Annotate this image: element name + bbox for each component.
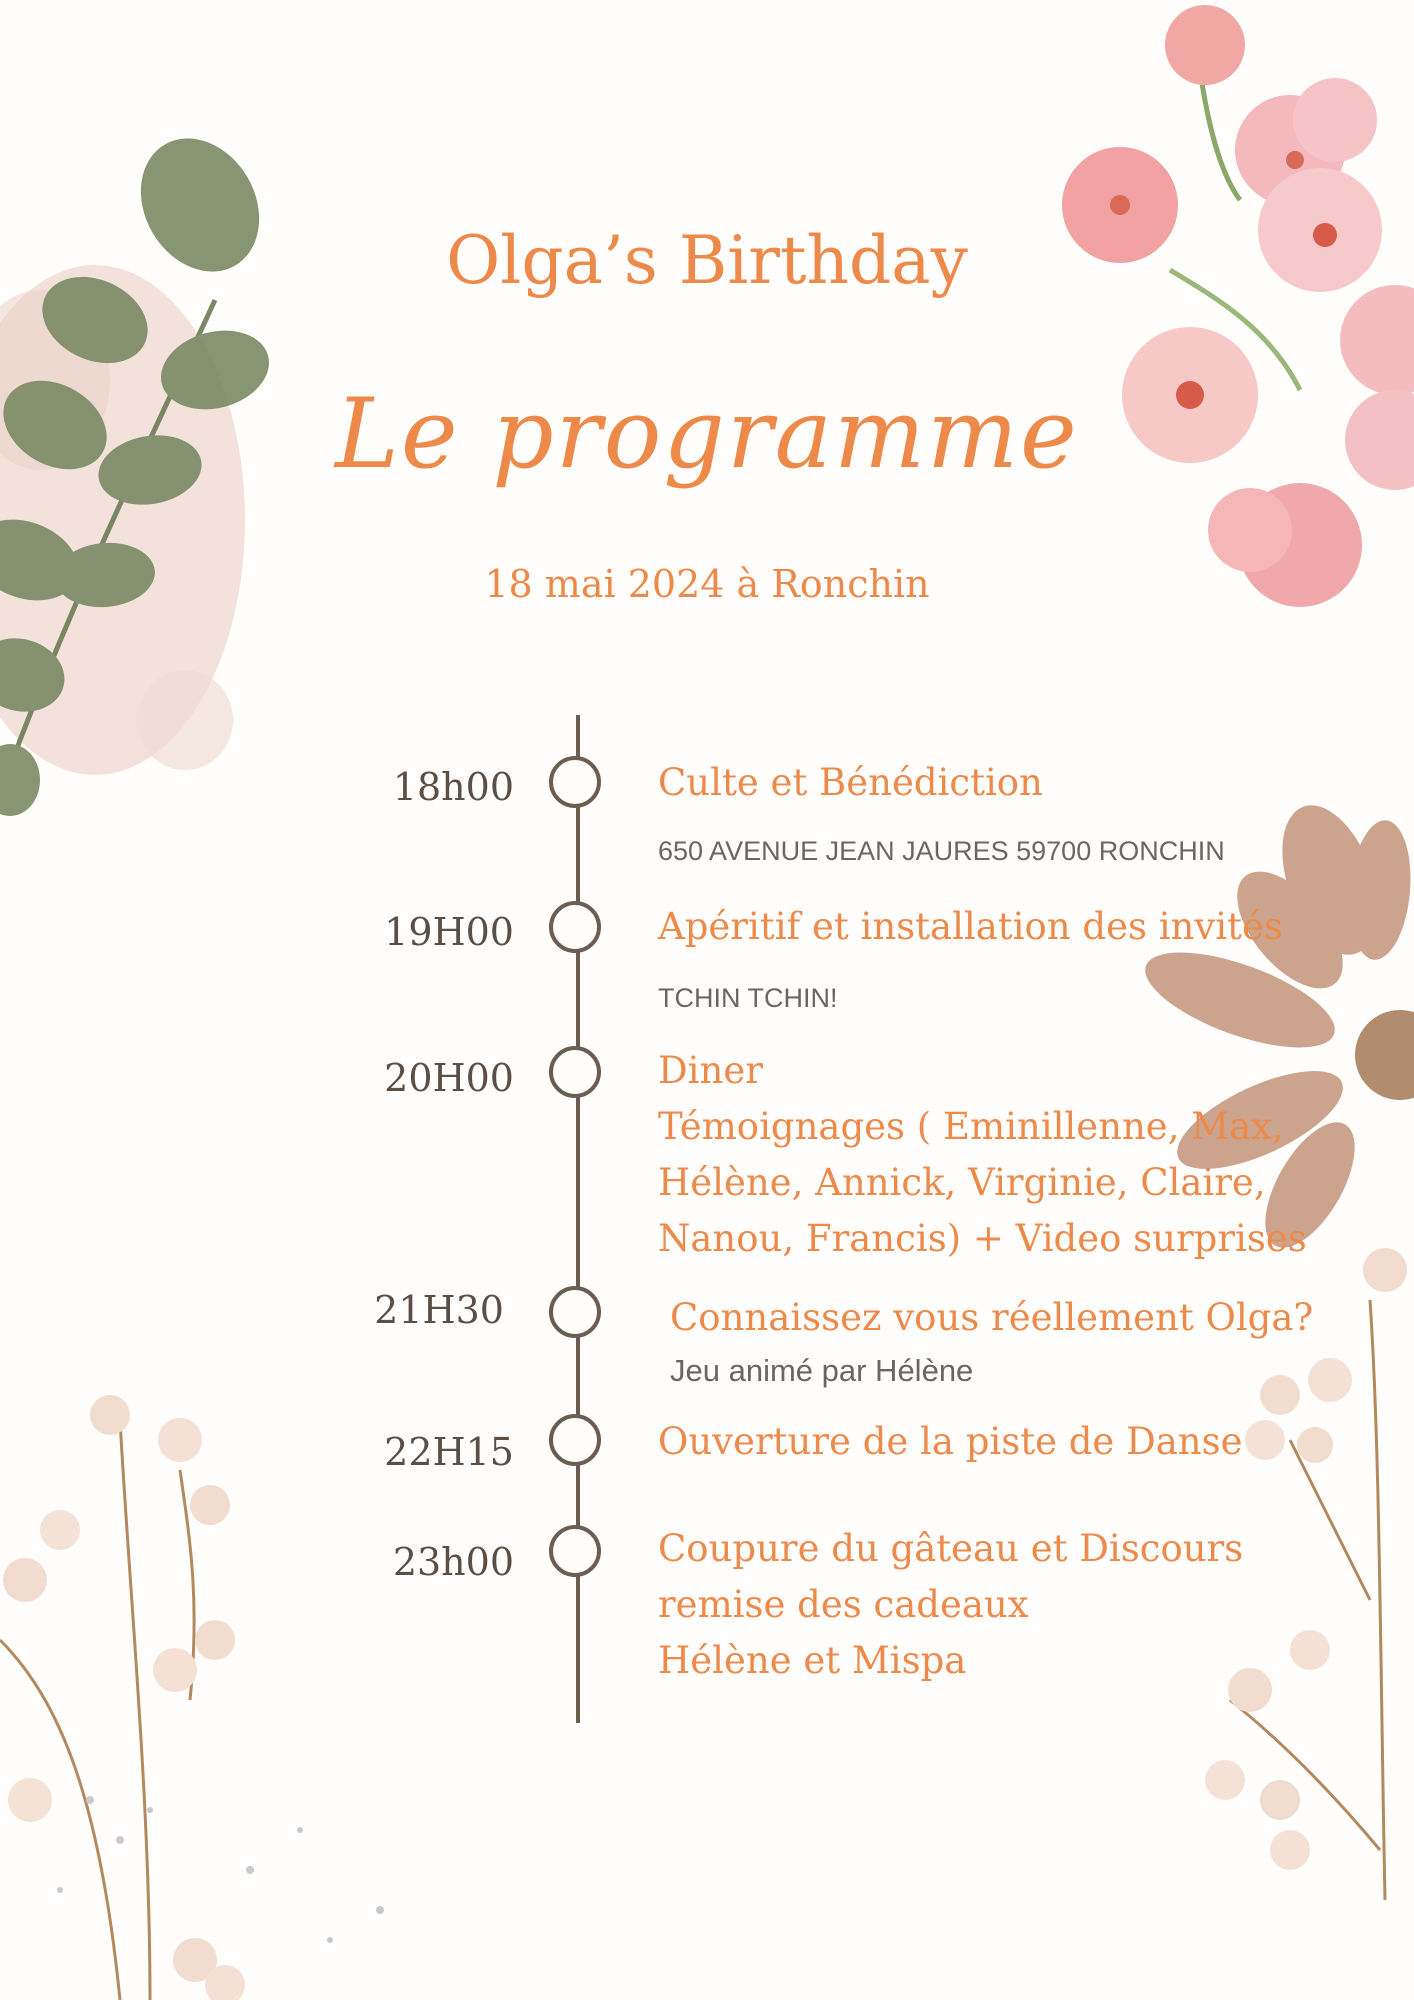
timeline-dot [549, 756, 601, 808]
event-line: remise des cadeaux [658, 1583, 1029, 1626]
event-time: 20H00 [384, 1056, 514, 1100]
event-title-danse: Ouverture de la piste de Danse [658, 1420, 1243, 1463]
event-title-gateau [658, 1521, 1243, 1689]
timeline-dot [549, 901, 601, 953]
timeline-dot [549, 1046, 601, 1098]
event-time: 23h00 [392, 1540, 514, 1584]
pink-flowers [1062, 5, 1414, 607]
event-detail-tchin: TCHIN TCHIN! [658, 983, 838, 1013]
event-line: Hélène et Mispa [658, 1639, 967, 1682]
event-detail-address: 650 AVENUE JEAN JAURES 59700 RONCHIN [658, 836, 1225, 866]
timeline-dot [549, 1414, 601, 1466]
event-line: Diner [658, 1049, 763, 1092]
event-title-aperitif: Apéritif et installation des invités [658, 905, 1283, 948]
event-time: 18h00 [392, 765, 514, 809]
event-time: 21H30 [374, 1288, 504, 1332]
event-title-culte: Culte et Bénédiction [658, 761, 1043, 804]
timeline-dot [549, 1286, 601, 1338]
event-title: Olga’s Birthday [446, 222, 968, 299]
event-line: Hélène, Annick, Virginie, Claire, [658, 1161, 1266, 1204]
event-time: 22H15 [384, 1430, 514, 1474]
event-line: Nanou, Francis) + Video surprises [658, 1217, 1307, 1260]
baby-breath-left [0, 1395, 384, 2000]
event-date-place: 18 mai 2024 à Ronchin [484, 562, 930, 606]
event-line: Coupure du gâteau et Discours [658, 1527, 1244, 1570]
timeline-dot [549, 1525, 601, 1577]
event-title-diner [658, 1043, 1307, 1267]
event-detail-quiz: Jeu animé par Hélène [670, 1353, 974, 1388]
event-title-quiz: Connaissez vous réellement Olga? [670, 1296, 1314, 1339]
event-time: 19H00 [384, 910, 514, 954]
event-line: Témoignages ( Eminillenne, Max, [658, 1105, 1284, 1148]
program-heading: Le programme [335, 378, 1079, 490]
